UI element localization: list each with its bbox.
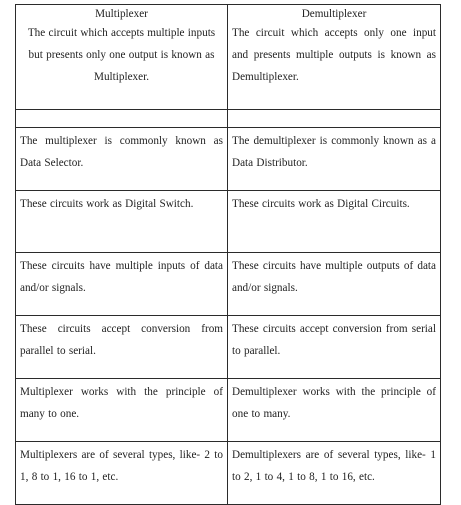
demultiplexer-cell: Demultiplexer works with the principle of one to many. xyxy=(228,379,441,442)
demultiplexer-cell: These circuits work as Digital Circuits. xyxy=(228,191,441,253)
table-header-row xyxy=(16,5,441,110)
demultiplexer-cell: These circuits accept conversion from serial to parallel. xyxy=(228,316,441,379)
table-row xyxy=(16,191,441,253)
table-row xyxy=(16,442,441,505)
table-row xyxy=(16,128,441,191)
table-row xyxy=(16,316,441,379)
multiplexer-cell: These circuits work as Digital Switch. xyxy=(16,191,228,253)
table-row xyxy=(16,379,441,442)
comparison-table-container xyxy=(15,4,440,505)
comparison-table xyxy=(15,4,441,505)
multiplexer-cell: These circuits accept conversion from parallel to serial. xyxy=(16,316,228,379)
multiplexer-column-title: Multiplexer xyxy=(95,8,148,20)
demultiplexer-definition: The circuit which accepts only one input and presents multiple outputs is known as Demultiplexer. xyxy=(232,27,436,83)
table-spacer-row xyxy=(16,110,441,128)
demultiplexer-cell: The demultiplexer is commonly known as a Data Distributor. xyxy=(228,128,441,191)
spacer-cell-right xyxy=(228,110,441,128)
multiplexer-cell: Multiplexers are of several types, like- 2 to 1, 8 to 1, 16 to 1, etc. xyxy=(16,442,228,505)
multiplexer-definition: The circuit which accepts multiple inputs but presents only one output is known as Multiplexer. xyxy=(27,27,216,83)
multiplexer-cell: The multiplexer is commonly known as Data Selector. xyxy=(16,128,228,191)
multiplexer-header-cell xyxy=(16,5,228,110)
demultiplexer-cell: Demultiplexers are of several types, like- 1 to 2, 1 to 4, 1 to 8, 1 to 16, etc. xyxy=(228,442,441,505)
demultiplexer-column-title: Demultiplexer xyxy=(301,8,367,20)
spacer-cell-left xyxy=(16,110,228,128)
demultiplexer-header-cell xyxy=(228,5,441,110)
multiplexer-cell: Multiplexer works with the principle of many to one. xyxy=(16,379,228,442)
table-row xyxy=(16,253,441,316)
demultiplexer-cell: These circuits have multiple outputs of data and/or signals. xyxy=(228,253,441,316)
multiplexer-cell: These circuits have multiple inputs of data and/or signals. xyxy=(16,253,228,316)
